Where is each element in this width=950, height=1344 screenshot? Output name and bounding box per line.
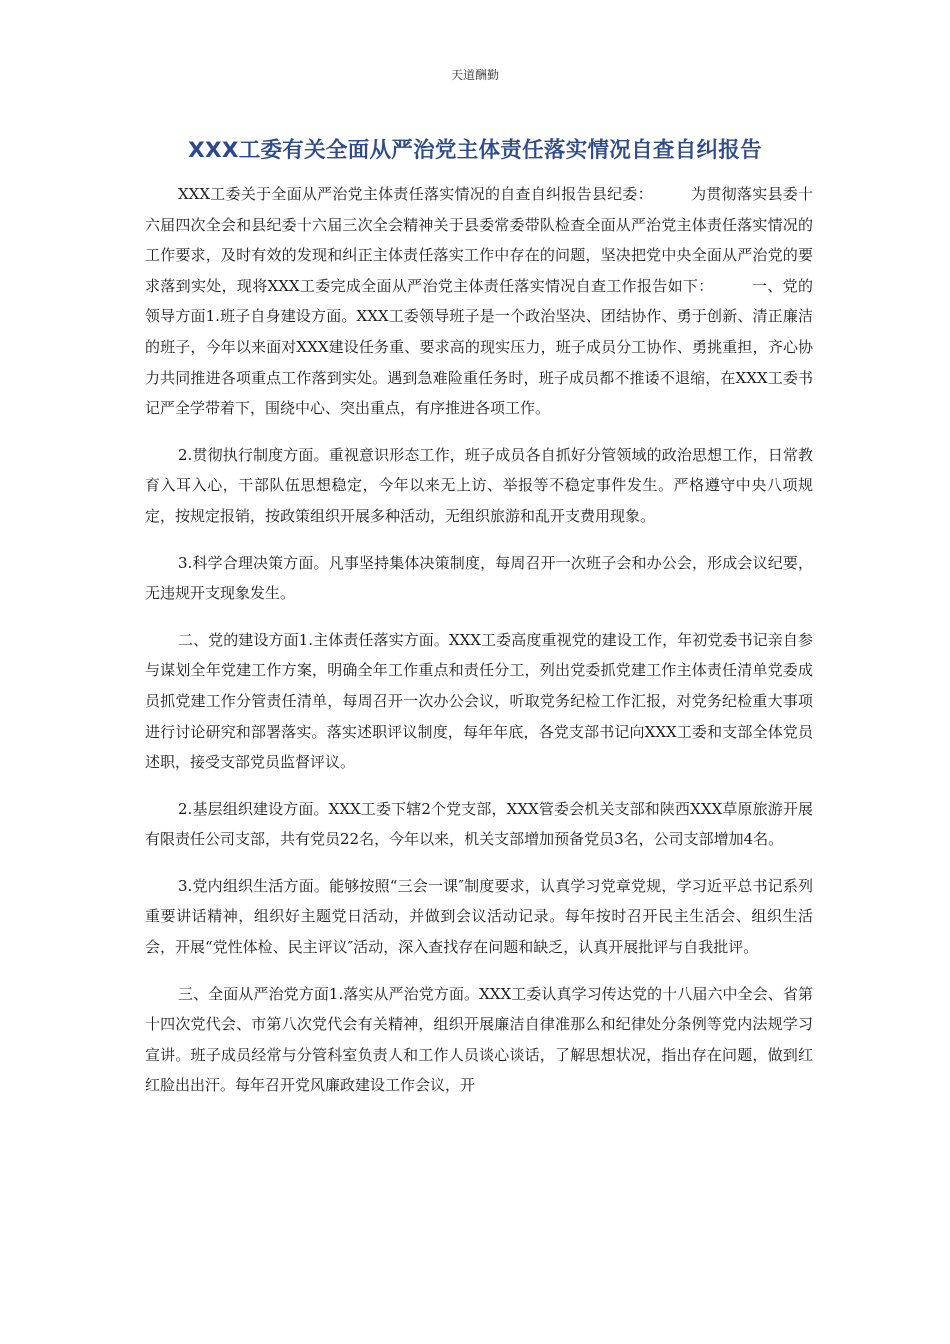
document-title: XXX工委有关全面从严治党主体责任落实情况自查自纠报告 [188,138,762,163]
paragraph: 三、全面从严治党方面1.落实从严治党方面。XXX工委认真学习传达党的十八届六中全会、省第十四次党代会、市第八次党代会有关精神，组织开展廉洁自律准那么和纪律处分条例等党内法规学习宣讲。班子成员经常与分管科室负责人和工作人员谈心谈话，了解思想状况，指出存在问题，做到红红脸出出汗。每年召开党风廉政建设工作会议，开 [145,984,813,1095]
paragraph: 3.科学合理决策方面。凡事坚持集体决策制度，每周召开一次班子会和办公会，形成会议纪要，无违规开支现象发生。 [145,553,813,603]
document-body [145,179,813,1117]
paragraph: XXX工委关于全面从严治党主体责任落实情况的自查自纠报告县纪委： 为贯彻落实县委十六届四次全会和县纪委十六届三次全会精神关于县委常委带队检查全面从严治党主体责任落实情况的工作要求，及时有效的发现和纠正主体责任落实工作中存在的问题，坚决把党中央全面从严治党的要求落到实处，现将XXX工委完成全面从严治党主体责任落实情况自查工作报告如下： 一、党的领导方面1.班子自身建设方面。XXX工委领导班子是一个政治坚决、团结协作、勇于创新、清正廉洁的班子，今年以来面对XXX建设任务重、要求高的现实压力，班子成员分工协作、勇挑重担，齐心协力共同推进各项重点工作落到实处。遇到急难险重任务时，班子成员都不推诿不退缩，在XXX工委书记严全学带着下，围绕中心、突出重点，有序推进各项工作。 [145,185,813,418]
page-header: 天道酬勤 [450,68,499,82]
paragraph: 3.党内组织生活方面。能够按照“三会一课″制度要求，认真学习党章党规，学习近平总书记系列重要讲话精神，组织好主题党日活动，并做到会议活动记录。每年按时召开民主生活会、组织生活会，开展“党性体检、民主评议″活动，深入查找存在问题和缺乏，认真开展批评与自我批评。 [145,876,813,957]
paragraph: 2.基层组织建设方面。XXX工委下辖2个党支部，XXX管委会机关支部和陕西XXX草原旅游开展有限责任公司支部，共有党员22名，今年以来，机关支部增加预备党员3名，公司支部增加4名。 [145,799,813,849]
paragraph: 二、党的建设方面1.主体责任落实方面。XXX工委高度重视党的建设工作，年初党委书记亲自参与谋划全年党建工作方案，明确全年工作重点和责任分工，列出党委抓党建工作主体责任清单党委成员抓党建工作分管责任清单，每周召开一次办公会议，听取党务纪检工作汇报，对党务纪检重大事项进行讨论研究和部署落实。落实述职评议制度，每年年底，各党支部书记向XXX工委和支部全体党员述职，接受支部党员监督评议。 [145,630,813,772]
paragraph: 2.贯彻执行制度方面。重视意识形态工作，班子成员各自抓好分管领域的政治思想工作，日常教育入耳入心，干部队伍思想稳定，今年以来无上访、举报等不稳定事件发生。严格遵守中央八项规定，按规定报销，按政策组织开展多种活动，无组织旅游和乱开支费用现象。 [145,445,813,525]
